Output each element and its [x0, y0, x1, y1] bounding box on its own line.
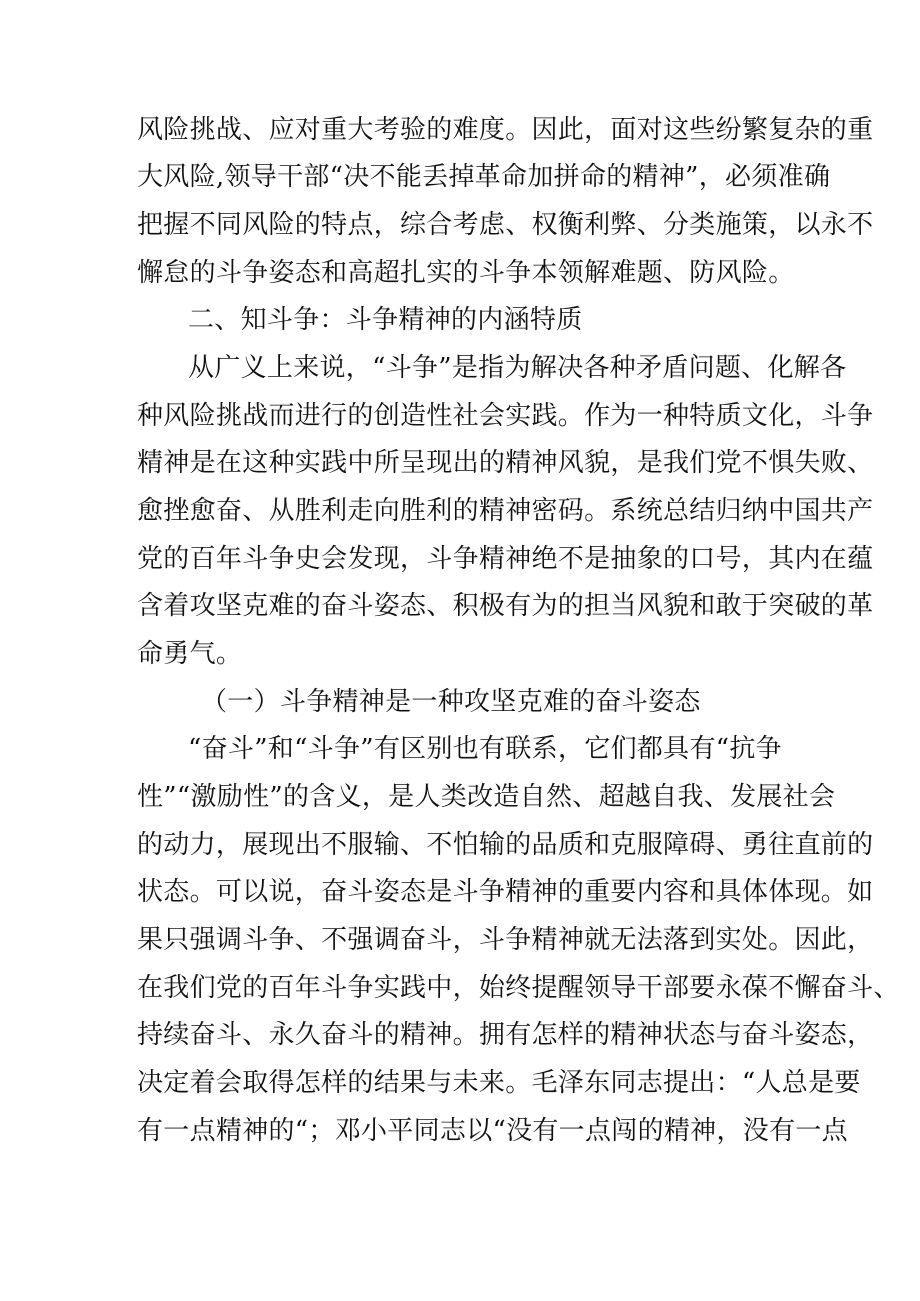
text-line-18: 果只强调斗争、不强调奋斗，斗争精神就无法落到实处。因此，	[137, 925, 874, 955]
text-line-14: “奋斗”和“斗争”有区别也有联系，它们都具有“抗争	[188, 734, 782, 764]
text-line-2: 大风险,领导干部“决不能丢掉革命加拼命的精神”，必须准确	[137, 162, 831, 192]
text-line-6: 从广义上来说，“斗争”是指为解决各种矛盾问题、化解各	[188, 353, 847, 383]
text-line-12: 命勇气。	[137, 639, 243, 669]
text-line-16: 的动力，展现出不服输、不怕输的品质和克服障碍、勇往直前的	[137, 830, 874, 860]
text-line-7: 种风险挑战而进行的创造性社会实践。作为一种特质文化，斗争	[137, 401, 874, 431]
subsection-heading: （一）斗争精神是一种攻坚克难的奋斗姿态	[201, 687, 701, 717]
text-line-9: 愈挫愈奋、从胜利走向胜利的精神密码。系统总结归纳中国共产	[137, 496, 874, 526]
text-line-10: 党的百年斗争史会发现，斗争精神绝不是抽象的口号，其内在蕴	[137, 544, 874, 574]
text-line-17: 状态。可以说，奋斗姿态是斗争精神的重要内容和具体体现。如	[137, 877, 874, 907]
section-heading: 二、知斗争：斗争精神的内涵特质	[188, 305, 583, 335]
text-line-4: 懈怠的斗争姿态和高超扎实的斗争本领解难题、防风险。	[137, 258, 795, 288]
text-line-20: 持续奋斗、永久奋斗的精神。拥有怎样的精神状态与奋斗姿态，	[137, 1020, 874, 1050]
text-line-3: 把握不同风险的特点，综合考虑、权衡利弊、分类施策，以永不	[137, 210, 874, 240]
text-line-1: 风险挑战、应对重大考验的难度。因此，面对这些纷繁复杂的重	[137, 115, 874, 145]
text-line-21: 决定着会取得怎样的结果与未来。毛泽东同志提出：“人总是要	[137, 1068, 861, 1098]
text-line-11: 含着攻坚克难的奋斗姿态、积极有为的担当风貌和敢于突破的革	[137, 591, 874, 621]
text-line-19: 在我们党的百年斗争实践中，始终提醒领导干部要永葆不懈奋斗、	[137, 973, 900, 1003]
text-line-8: 精神是在这种实践中所呈现出的精神风貌，是我们党不惧失败、	[137, 448, 874, 478]
text-line-22: 有一点精神的“；邓小平同志以“没有一点闯的精神，没有一点	[137, 1116, 848, 1146]
text-line-15: 性”“激励性”的含义，是人类改造自然、超越自我、发展社会	[137, 782, 836, 812]
